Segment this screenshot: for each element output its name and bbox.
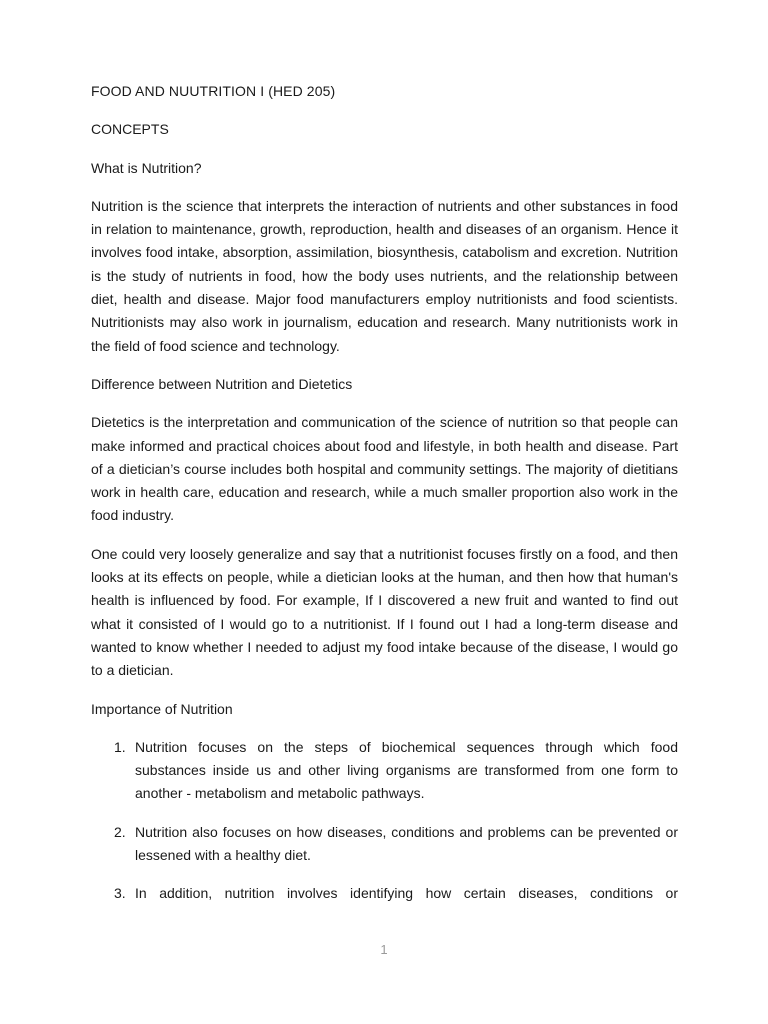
paragraph-nutritionist-vs-dietician: One could very loosely generalize and say that a nutritionist focuses firstly on a food, and then looks at its effects on people, while a dietician looks at the human, and then how that human's health is influenced by food. For example, If I discovered a new fruit and wanted to find out what it consisted of I would go to a nutritionist. If I found out I had a long-term disease and wanted to know whether I needed to adjust my food intake because of the disease, I would go to a dietician. [91,545,678,679]
list-item [91,882,678,905]
document-title: FOOD AND NUUTRITION I (HED 205) [91,83,336,99]
list-item-text: Nutrition also focuses on how diseases, conditions and problems can be prevented or lessened with a healthy diet. [135,823,678,864]
list-item-number: 1. [114,738,126,755]
list-item-number: 2. [114,823,126,840]
document-body [91,80,678,921]
heading-importance-of-nutrition: Importance of Nutrition [91,700,233,717]
section-label: CONCEPTS [91,121,169,138]
list-item-number: 3. [114,885,126,902]
heading-nutrition-vs-dietetics: Difference between Nutrition and Dietetics [91,375,353,392]
paragraph-dietetics-definition: Dietetics is the interpretation and communication of the science of nutrition so that people can make informed and practical choices about food and lifestyle, in both health and disease. Part of a dietician’s course includes both hospital and community settings. The majority of dietitians work in health care, education and research, while a much smaller proportion also work in the food industry. [91,414,678,524]
list-item-text: In addition, nutrition involves identifying how certain diseases, conditions or [135,885,678,902]
heading-what-is-nutrition: What is Nutrition? [91,159,202,176]
paragraph-nutrition-definition: Nutrition is the science that interprets the interaction of nutrients and other substances in food in relation to maintenance, growth, reproduction, health and diseases of an organism. Hence it involves food intake, absorption, assimilation, biosynthesis, catabolism and excretion. Nutrition is the study of nutrients in food, how the body uses nutrients, and the relationship between diet, health and disease. Major food manufacturers employ nutritionists and food scientists. Nutritionists may also work in journalism, education and research. Many nutritionists work in the field of food science and technology. [91,197,678,354]
importance-list [91,736,678,906]
list-item [91,821,678,868]
page-number: 1 [380,942,388,957]
list-item [91,736,678,806]
list-item-text: Nutrition focuses on the steps of biochemical sequences through which food substances inside us and other living organisms are transformed from one form to another - metabolism and metabolic pathways. [135,738,678,802]
